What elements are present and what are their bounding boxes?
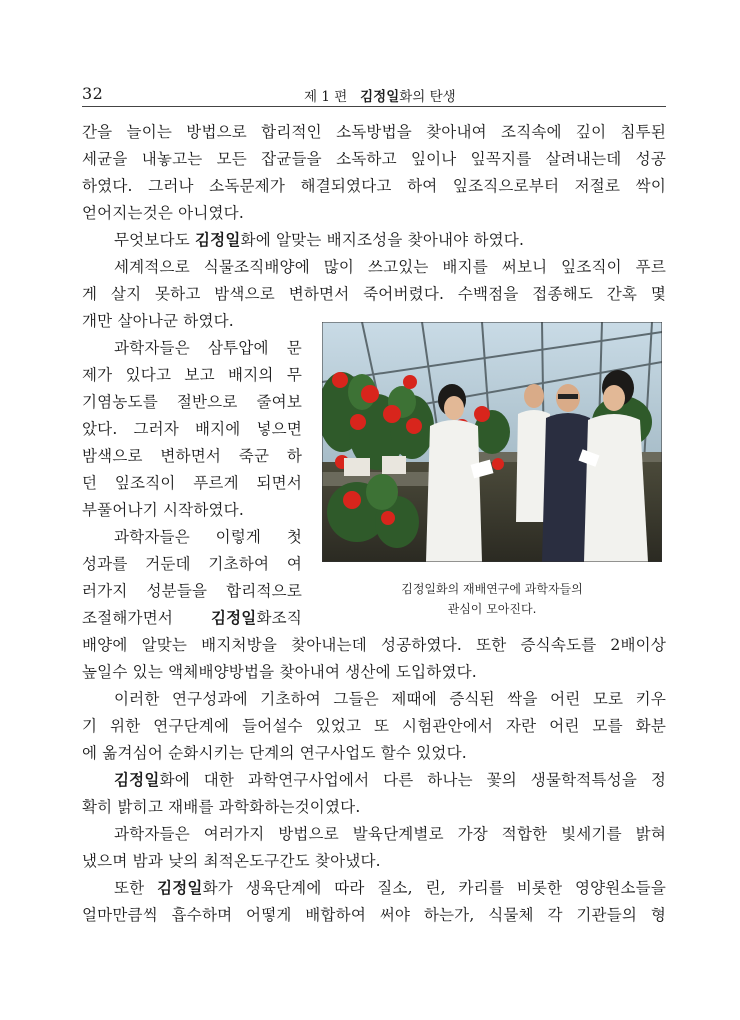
running-head-rest: 화의 탄생 xyxy=(399,89,456,105)
text-line: 냈으며 밤과 낮의 최적온도구간도 찾아냈다. xyxy=(82,852,381,870)
figure-caption-line-1: 김정일화의 재배연구에 과학자들의 xyxy=(401,582,583,596)
running-head xyxy=(304,85,456,105)
text-line: 하였다. 그러나 소독문제가 해결되였다고 하여 잎조직으로부터 저절로 싹이 xyxy=(82,177,666,195)
bold-name: 김정일 xyxy=(157,879,203,897)
text-line: 과학자들은 삼투압에 문 xyxy=(114,339,302,357)
text-line: 개만 살아나군 하였다. xyxy=(82,312,234,330)
running-head-bold-name: 김정일 xyxy=(360,89,400,105)
bold-name: 김정일 xyxy=(195,231,241,249)
running-head-part: 제 1 편 xyxy=(304,89,348,105)
text-line: 확히 밝히고 재배를 과학화하는것이였다. xyxy=(82,798,361,816)
text-line: 배양에 알맞는 배지처방을 찾아내는데 성공하였다. 또한 증식속도를 2배이상 xyxy=(82,636,666,654)
text-line: 러가지 성분들을 합리적으로 xyxy=(82,582,302,600)
page-number: 32 xyxy=(82,84,104,103)
text-line: 이러한 연구성과에 기초하여 그들은 제때에 증식된 싹을 어린 모로 키우 xyxy=(114,690,666,708)
text-line: 성과를 거둔데 기초하여 여 xyxy=(82,555,302,573)
text-line: 게 살지 못하고 밤색으로 변하면서 죽어버렸다. 수백점을 접종해도 간혹 몇 xyxy=(82,285,666,303)
text-line: 얼마만큼씩 흡수하며 어떻게 배합하여 써야 하는가, 식물체 각 기관들의 형 xyxy=(82,906,666,924)
text-line: 무엇보다도 김정일화에 알맞는 배지조성을 찾아내야 하였다. xyxy=(114,231,525,249)
text-line: 았다. 그러자 배지에 넣으면 xyxy=(82,420,302,438)
text-line: 던 잎조직이 푸르게 되면서 xyxy=(82,474,302,492)
greenhouse-photo-image xyxy=(322,322,662,562)
page-header xyxy=(82,84,666,108)
text-line: 세균을 내놓고는 모든 잡균들을 소독하고 잎이나 잎꼭지를 살려내는데 성공 xyxy=(82,150,666,168)
text-line: 또한 김정일화가 생육단계에 따라 질소, 린, 카리를 비롯한 영양원소들을 xyxy=(114,879,666,897)
bold-name: 김정일 xyxy=(114,771,160,789)
text-line: 제가 있다고 보고 배지의 무 xyxy=(82,366,302,384)
text-line: 과학자들은 이렇게 첫 xyxy=(114,528,302,546)
text-line: 얻어지는것은 아니였다. xyxy=(82,204,244,222)
figure-caption-line-2: 관심이 모아진다. xyxy=(447,602,537,616)
text-line: 과학자들은 여러가지 방법으로 발육단계별로 가장 적합한 빛세기를 밝혀 xyxy=(114,825,666,843)
text-line: 김정일화에 대한 과학연구사업에서 다른 하나는 꽃의 생물학적특성을 정 xyxy=(114,771,666,789)
text-line: 부풀어나기 시작하였다. xyxy=(82,501,244,519)
text-line: 기 위한 연구단계에 들어설수 있었고 또 시험관안에서 자란 어린 모를 화분 xyxy=(82,717,666,735)
text-line: 밤색으로 변하면서 죽군 하 xyxy=(82,447,302,465)
text-line: 간을 늘이는 방법으로 합리적인 소독방법을 찾아내여 조직속에 깊이 침투된 xyxy=(82,123,666,141)
greenhouse-photo xyxy=(322,322,662,562)
text-line: 세계적으로 식물조직배양에 많이 쓰고있는 배지를 써보니 잎조직이 푸르 xyxy=(114,258,666,276)
text-line: 에 옮겨심어 순화시키는 단계의 연구사업도 할수 있었다. xyxy=(82,744,467,762)
header-rule xyxy=(82,106,666,107)
bold-name: 김정일 xyxy=(210,609,257,627)
text-line: 조절해가면서 김정일화조직 xyxy=(82,609,302,627)
text-line: 기염농도를 절반으로 줄여보 xyxy=(82,393,302,411)
text-line: 높일수 있는 액체배양방법을 찾아내여 생산에 도입하였다. xyxy=(82,663,477,681)
